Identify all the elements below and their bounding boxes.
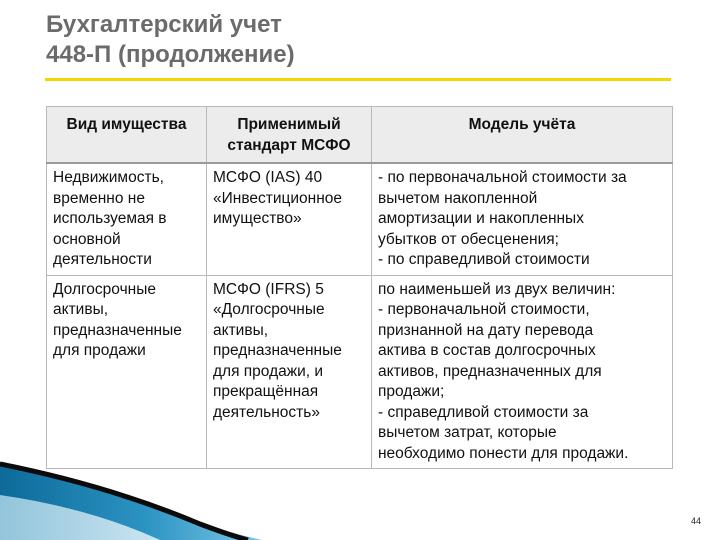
cell-asset-type-text: Долгосрочные активы, предназначенные для продажи xyxy=(53,280,182,359)
cell-asset-type xyxy=(47,163,207,275)
slide-title xyxy=(46,10,295,70)
slide-title-line-1: Бухгалтерский учет xyxy=(46,11,282,38)
cell-model xyxy=(372,275,673,469)
header-asset-type-label: Вид имущества xyxy=(66,116,187,133)
header-asset-type xyxy=(47,107,207,164)
title-underline xyxy=(45,78,671,81)
cell-asset-type-text: Недвижимость, временно не используемая в основной деятельности xyxy=(53,169,167,268)
table-row xyxy=(47,163,673,275)
cell-standard-text: МСФО (IAS) 40 «Инвестиционное имущество» xyxy=(213,169,343,227)
cell-model-text: по наименьшей из двух величин: - первоначальной стоимости, признанной на дату перевода актива в состав долгосрочных активов, предназначенных для продажи; - справедливой стоимости за вычетом затрат, которые необходимо понести для продажи. xyxy=(378,280,629,462)
table-header-row xyxy=(47,107,673,164)
ifrs-standards-table xyxy=(46,106,673,469)
cell-model-text: - по первоначальной стоимости за вычетом накопленной амортизации и накопленных убытков от обесценения; - по справедливой стоимости xyxy=(378,169,627,268)
header-applicable-standard-label: Применимый стандарт МСФО xyxy=(227,116,351,154)
page-number: 44 xyxy=(690,516,701,526)
cell-model xyxy=(372,163,673,275)
header-accounting-model-label: Модель учёта xyxy=(468,116,576,133)
slide-title-line-2: 448-П (продолжение) xyxy=(46,41,295,68)
corner-wave-decoration xyxy=(0,440,300,540)
header-accounting-model xyxy=(372,107,673,164)
header-applicable-standard xyxy=(207,107,372,164)
cell-standard-text: МСФО (IFRS) 5 «Долгосрочные активы, предназначенные для продажи, и прекращённая деятельность» xyxy=(213,280,342,421)
cell-standard xyxy=(207,163,372,275)
